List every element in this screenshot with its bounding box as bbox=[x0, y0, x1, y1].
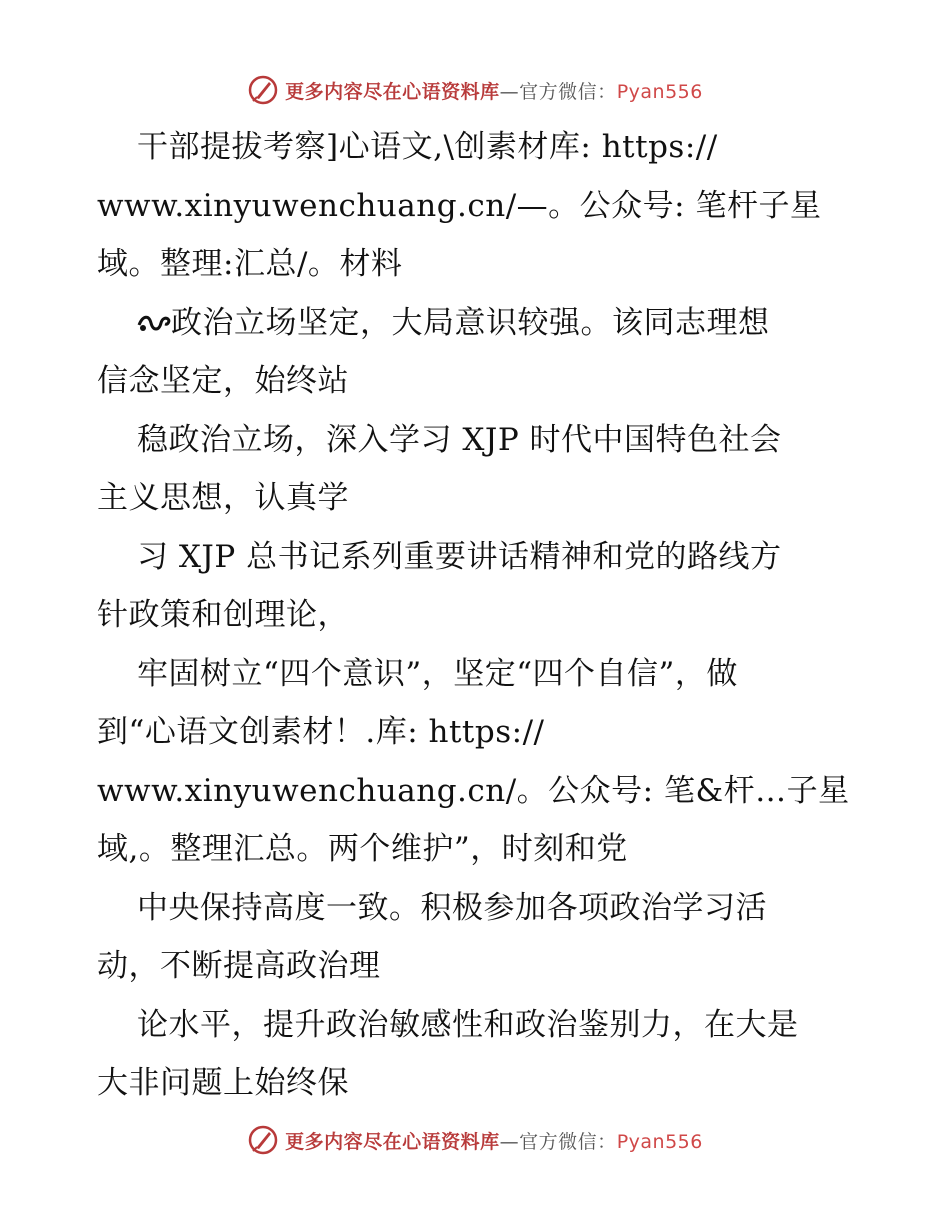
banner-text bbox=[285, 77, 703, 104]
header-banner bbox=[0, 70, 950, 110]
text-line: 牢固树立“四个意识”，坚定“四个自信”，做 bbox=[137, 655, 738, 692]
banner-wechat-id: Pyan556 bbox=[616, 1130, 703, 1153]
quill-logo-icon bbox=[247, 1124, 279, 1156]
text-line: 中央保持高度一致。积极参加各项政治学习活 bbox=[137, 889, 767, 926]
quill-logo-icon bbox=[247, 74, 279, 106]
text-line: 稳政治立场，深入学习 XJP 时代中国特色社会 bbox=[137, 421, 782, 458]
text-line: www.xinyuwenchuang.cn/。公众号: 笔&杆…子星 bbox=[97, 772, 850, 809]
bullet-line bbox=[97, 294, 857, 353]
text-line: 到“心语文创素材！.库: https:// bbox=[97, 714, 545, 750]
banner-brand: 更多内容尽在心语资料库 bbox=[285, 1130, 500, 1153]
text-line: 域。整理:汇总/。材料 bbox=[97, 246, 403, 282]
text-line: 信念坚定，始终站 bbox=[97, 363, 349, 399]
text-line: 动，不断提高政治理 bbox=[97, 948, 381, 984]
document-body bbox=[97, 118, 857, 1113]
text-line: 域,。整理汇总。两个维护”，时刻和党 bbox=[97, 831, 628, 867]
text-line: 大非问题上始终保 bbox=[97, 1065, 349, 1101]
banner-wechat-id: Pyan556 bbox=[616, 80, 703, 103]
text-line: 论水平，提升政治敏感性和政治鉴别力，在大是 bbox=[137, 1006, 799, 1043]
footer-banner bbox=[0, 1120, 950, 1160]
text-line: 主义思想，认真学 bbox=[97, 480, 349, 516]
text-line: 政治立场坚定，大局意识较强。该同志理想 bbox=[171, 304, 770, 341]
banner-text bbox=[285, 1127, 703, 1154]
banner-brand: 更多内容尽在心语资料库 bbox=[285, 80, 500, 103]
flourish-bullet-icon bbox=[137, 311, 171, 335]
text-line: www.xinyuwenchuang.cn/—。公众号: 笔杆子星 bbox=[97, 187, 822, 224]
banner-wechat-label: —官方微信： bbox=[499, 80, 617, 103]
text-line: 针政策和创理论， bbox=[97, 597, 349, 633]
text-line: 习 XJP 总书记系列重要讲话精神和党的路线方 bbox=[137, 538, 782, 575]
text-line: 干部提拔考察]心语文,\创素材库: https:// bbox=[137, 129, 718, 165]
banner-wechat-label: —官方微信： bbox=[499, 1130, 617, 1153]
